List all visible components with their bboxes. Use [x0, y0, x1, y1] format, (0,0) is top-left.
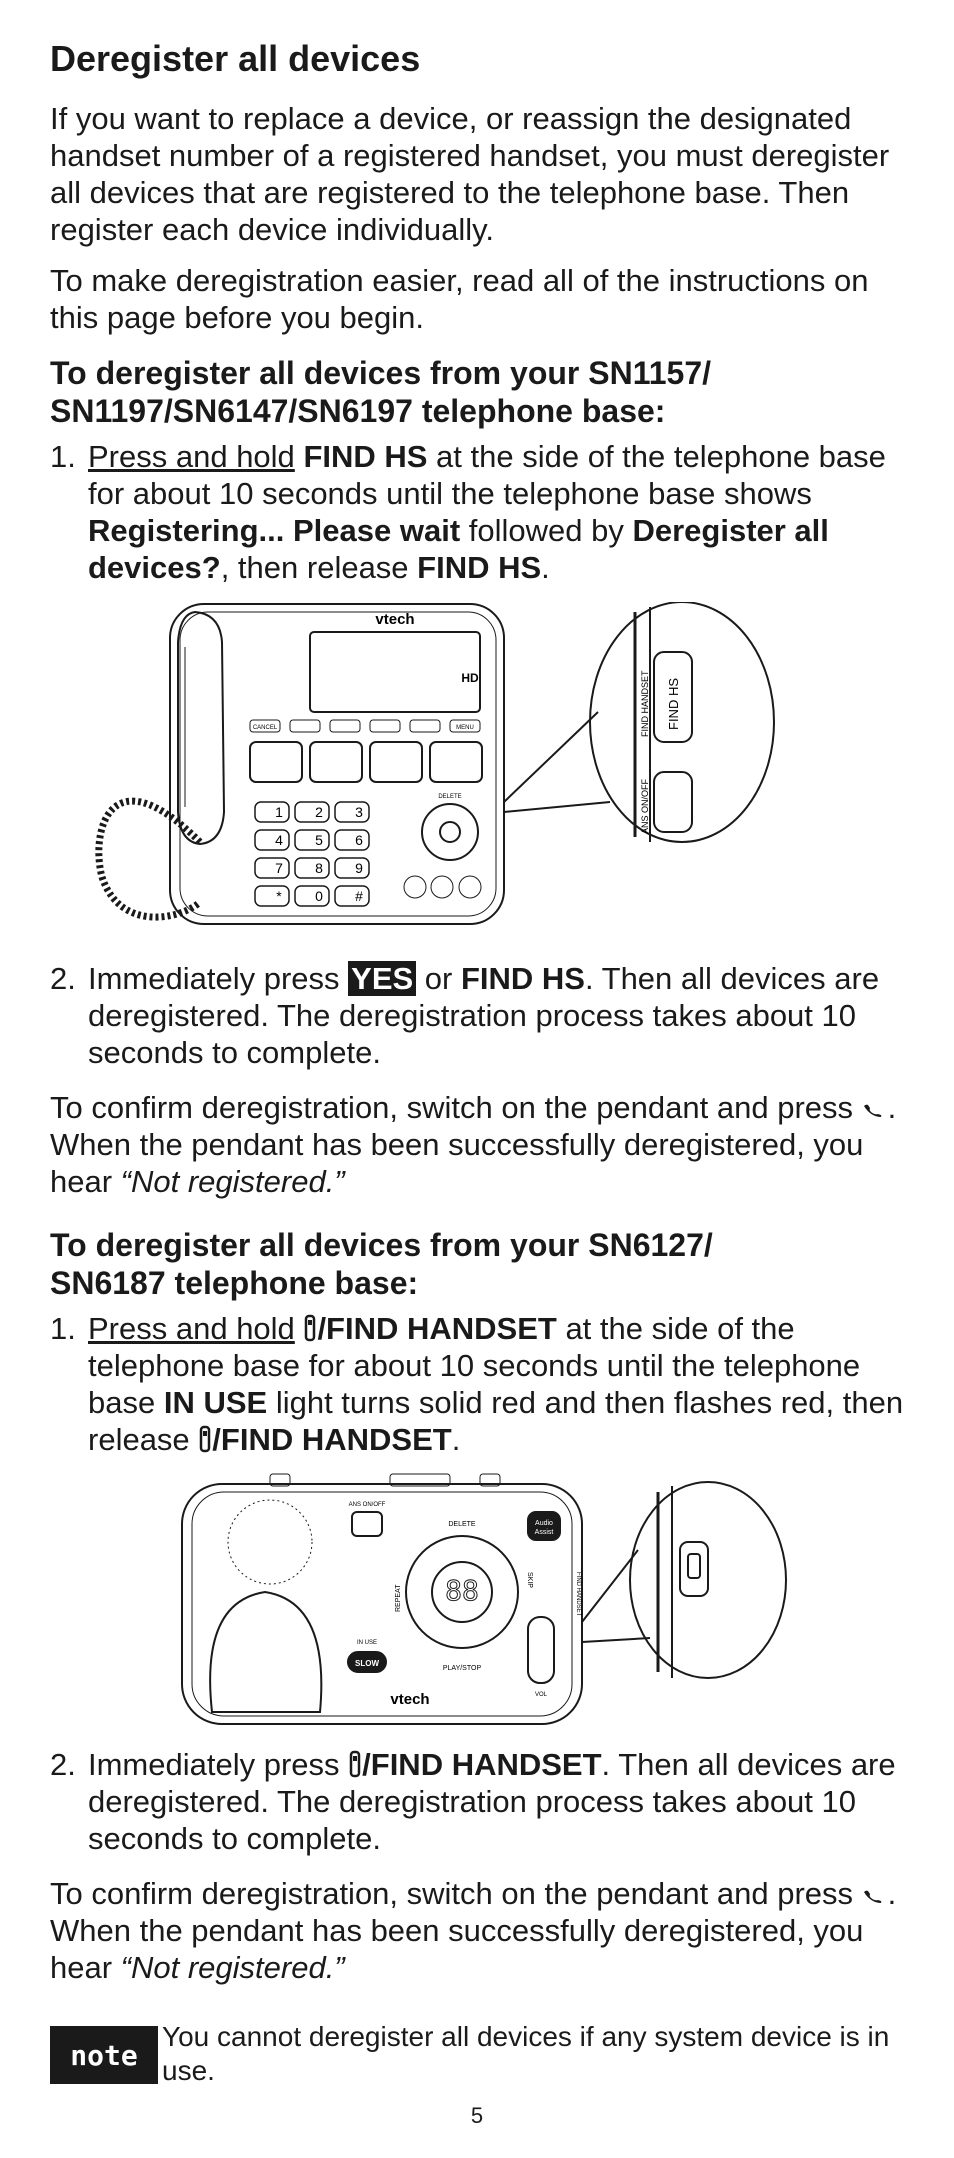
press-hold-text: Press and hold [88, 439, 295, 474]
intro-paragraph-2: To make deregistration easier, read all of the instructions on this page before you begin. [50, 263, 869, 335]
yes-softkey: YES [348, 961, 416, 996]
dial-key [255, 858, 289, 878]
dial-key-label: 1 [275, 804, 283, 820]
find-handset-key: /FIND HANDSET [317, 1311, 557, 1346]
section2-heading [50, 1226, 912, 1302]
step-number: 2. [50, 961, 76, 996]
section2-heading-line2: SN6187 telephone base: [50, 1265, 419, 1301]
audio-assist-label-2: Assist [534, 1529, 554, 1536]
play-stop-label: PLAY/STOP [442, 1665, 482, 1672]
find-hs-key: FIND HS [303, 439, 428, 474]
ans-on-off-label: ANS ON/OFF [348, 1502, 386, 1508]
callout-find-hs-label: FIND HS [666, 678, 681, 730]
handset-icon [303, 1314, 317, 1342]
dial-key-label: 3 [355, 804, 363, 820]
step-number: 2. [50, 1747, 76, 1782]
screen-text-deregister: Deregister all devices? [88, 513, 829, 585]
dial-key-label: * [276, 888, 282, 904]
press-hold-text: Press and hold [88, 1311, 295, 1346]
dial-key [255, 886, 289, 906]
note-text: You cannot deregister all devices if any system device is in use. [162, 2021, 890, 2086]
handset-icon [198, 1425, 212, 1453]
section2-heading-line1: To deregister all devices from your SN6127/ [50, 1227, 713, 1263]
section1-step2: 2. Immediately press YES or FIND HS. Then all devices are deregistered. The deregistration process takes about 10 seconds to complete. [50, 961, 880, 1070]
in-use-light-label: IN USE [163, 1385, 268, 1420]
slow-button-label: SLOW [355, 1659, 379, 1668]
callout-ans-label: ANS ON/OFF [640, 778, 650, 834]
dial-key-label: 0 [315, 888, 323, 904]
find-handset-key: /FIND HANDSET [212, 1422, 452, 1457]
dial-key [335, 802, 369, 822]
cancel-key-label: CANCEL [252, 725, 278, 731]
skip-label: SKIP [526, 1572, 533, 1588]
telephone-base-illustration [50, 602, 912, 942]
section1-heading-line2: SN1197/SN6147/SN6197 telephone base: [50, 393, 666, 429]
delete-key-label: DELETE [438, 794, 462, 800]
callout-find-handset-label: FIND HANDSET [640, 670, 650, 737]
section2-confirm: To confirm deregistration, switch on the pendant and press . When the pendant has been successfully deregistered, you hear “Not registered.” [50, 1876, 897, 1985]
dial-key [295, 858, 329, 878]
not-registered-quote: “Not registered.” [120, 1164, 345, 1199]
not-registered-quote: “Not registered.” [120, 1950, 345, 1985]
dial-key [295, 830, 329, 850]
find-hs-key: FIND HS [417, 550, 542, 585]
answering-base-illustration [50, 1472, 912, 1732]
dial-key [295, 802, 329, 822]
phone-talk-icon [862, 1102, 888, 1118]
message-counter-display: 88 [445, 1574, 479, 1607]
note-badge: note [50, 2026, 158, 2084]
dial-key [335, 830, 369, 850]
in-use-label: IN USE [356, 1640, 378, 1646]
dial-key-label: # [355, 888, 363, 904]
find-hs-key: FIND HS [460, 961, 585, 996]
audio-assist-label-1: Audio [535, 1520, 553, 1527]
dial-key-label: 6 [355, 832, 363, 848]
brand-logo: vtech [375, 611, 415, 628]
page-title: Deregister all devices [50, 38, 421, 79]
dial-pad [255, 802, 369, 906]
dial-key [255, 802, 289, 822]
page-number: 5 [470, 2103, 484, 2128]
phone-talk-icon [862, 1888, 888, 1904]
page-content [50, 38, 912, 2000]
dial-key-label: 4 [275, 832, 283, 848]
screen-text-registering: Registering... Please wait [88, 513, 461, 548]
find-handset-side-label: FIND HANDSET [575, 1572, 581, 1617]
menu-key-label: MENU [456, 725, 474, 731]
section1-heading [50, 354, 912, 430]
step-number: 1. [50, 1311, 76, 1346]
handset-icon [348, 1750, 362, 1778]
dial-key [335, 858, 369, 878]
dial-key-label: 8 [315, 860, 323, 876]
brand-logo: vtech [390, 1691, 430, 1708]
section1-heading-line1: To deregister all devices from your SN1157/ [50, 355, 712, 391]
intro-paragraph-1: If you want to replace a device, or reassign the designated handset number of a registered handset, you must deregister all devices that are registered to the telephone base. Then register each device individually. [50, 101, 890, 247]
hd-label: HD [461, 671, 479, 685]
dial-key [255, 830, 289, 850]
step-number: 1. [50, 439, 76, 474]
dial-key [295, 886, 329, 906]
section2-step2: 2. Immediately press /FIND HANDSET. Then all devices are deregistered. The deregistration process takes about 10 seconds to complete. [50, 1747, 896, 1856]
dial-key-label: 5 [315, 832, 323, 848]
dial-key [335, 886, 369, 906]
section1-step1: 1. Press and hold FIND HS at the side of the telephone base for about 10 seconds until the telephone base shows Registering... Please wait followed by Deregister all devices?, then release FIND HS. [50, 439, 886, 585]
section1-confirm: To confirm deregistration, switch on the pendant and press . When the pendant has been successfully deregistered, you hear “Not registered.” [50, 1090, 897, 1199]
dial-key-label: 2 [315, 804, 323, 820]
vol-label: VOL [534, 1692, 548, 1698]
delete-label: DELETE [448, 1521, 476, 1528]
dial-key-label: 9 [355, 860, 363, 876]
section2-step1: 1. Press and hold /FIND HANDSET at the side of the telephone base for about 10 seconds until the telephone base IN USE light turns solid red and then flashes red, then release /FIND HANDSET. [50, 1311, 904, 1457]
find-handset-key: /FIND HANDSET [362, 1747, 602, 1782]
dial-key-label: 7 [275, 860, 283, 876]
repeat-label: REPEAT [395, 1584, 402, 1612]
